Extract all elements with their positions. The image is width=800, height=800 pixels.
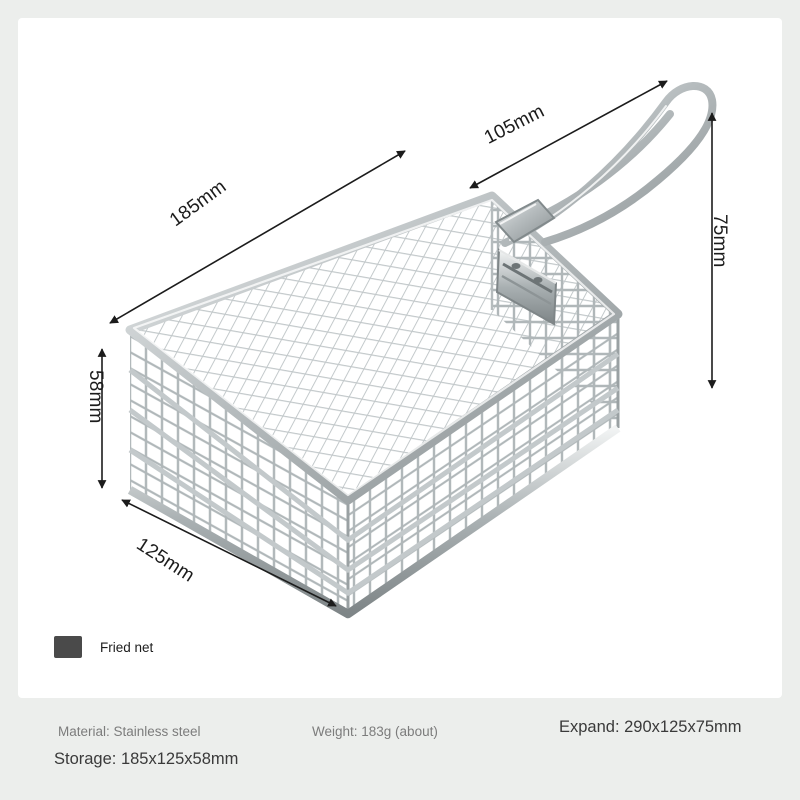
- dimension-arrows: [18, 18, 782, 698]
- dimension-label-handle: 105mm: [481, 100, 548, 149]
- legend-color-swatch: [54, 636, 82, 658]
- spec-storage: Storage: 185x125x58mm: [54, 750, 239, 768]
- spec-expand: Expand: 290x125x75mm: [559, 718, 742, 736]
- spec-weight: Weight: 183g (about): [312, 724, 438, 739]
- dimension-label-depth: 58mm: [85, 370, 106, 424]
- dimension-label-width: 125mm: [132, 534, 198, 587]
- legend-label: Fried net: [100, 639, 154, 655]
- legend: [54, 636, 153, 658]
- dimension-label-height: 75mm: [709, 214, 730, 268]
- spec-footer: [18, 706, 782, 782]
- product-diagram: [18, 18, 782, 698]
- spec-material: Material: Stainless steel: [58, 724, 201, 739]
- dimension-label-length: 185mm: [166, 176, 231, 231]
- product-image-card: [18, 18, 782, 698]
- arrow-185mm: [110, 151, 405, 323]
